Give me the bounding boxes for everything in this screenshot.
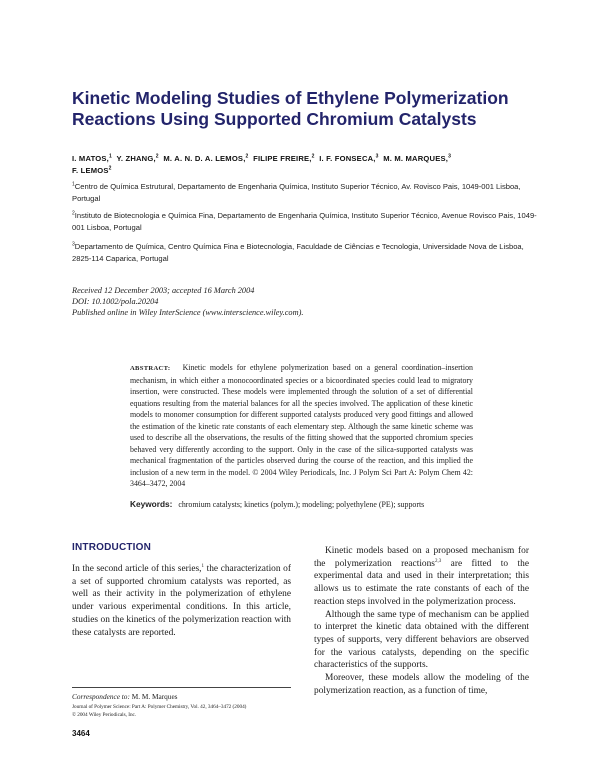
intro-column-right	[314, 545, 529, 697]
affiliation: $^3$Departamento de Química, Centro Química Fina e Biotecnologia, Faculdade de Ciências e Tecnologia, Universidade Nova de Lisboa, 2825-114 Caparica, Portugal	[72, 241, 524, 263]
publication-history	[72, 285, 542, 318]
keywords-label: Keywords:	[130, 499, 173, 509]
paragraph: Kinetic models based on a proposed mechanism for the polymerization reactions$^{2,3}$ are fitted to the experimental data and used in their interpretation; this allows us to estimate the rate constants of each of the reaction steps involved in the polymerization process.	[314, 546, 529, 607]
author: F. LEMOS$^2$	[72, 165, 112, 175]
affiliation: $^1$Centro de Química Estrutural, Departamento de Engenharia Química, Instituto Superior Técnico, Av. Rovisco Pais, 1049-001 Lisboa, Portugal	[72, 181, 521, 203]
footnote-divider	[72, 687, 291, 688]
published-online: Published online in Wiley InterScience (www.interscience.wiley.com).	[72, 308, 304, 317]
author: M. M. MARQUES,$^3$	[383, 153, 452, 163]
author: I. MATOS,$^1$	[72, 153, 112, 163]
author: FILIPE FREIRE,$^2$	[253, 153, 315, 163]
keywords-text: chromium catalysts; kinetics (polym.); modeling; polyethylene (PE); supports	[178, 500, 425, 509]
abstract-label: ABSTRACT:	[130, 365, 171, 372]
intro-paragraph-left: In the second article of this series,$^1$ the characterization of a set of supported chromium catalysts was reported, as well as their activity in the polymerization of ethylene under various experimental conditions. In this article, studies on the kinetics of the polymerization reaction with these catalysts are reported.	[72, 563, 291, 638]
article-title: Kinetic Modeling Studies of Ethylene Polymerization Reactions Using Supported Chromium Catalysts	[72, 88, 509, 129]
abstract	[130, 362, 473, 490]
page-number: 3464	[72, 729, 90, 738]
doi: DOI: 10.1002/pola.20204	[72, 297, 159, 306]
author-list	[72, 153, 542, 177]
author: I. F. FONSECA,$^3$	[319, 153, 379, 163]
author: Y. ZHANG,$^2$	[116, 153, 159, 163]
affiliation: $^2$Instituto de Biotecnologia e Química Fina, Departamento de Engenharia Química, Instituto Superior Técnico, Avenue Rovisco Pais, 1049-001 Lisboa, Portugal	[72, 210, 537, 232]
journal-citation: Journal of Polymer Science: Part A: Polymer Chemistry, Vol. 42, 3464–3472 (2004) © 2004 Wiley Periodicals, Inc.	[72, 704, 247, 718]
correspondence-footnote: Correspondence to: M. M. Marques	[72, 692, 178, 701]
paragraph: Moreover, these models allow the modeling of the polymerization reaction, as a function of time,	[314, 673, 529, 696]
paragraph: Although the same type of mechanism can be applied to interpret the kinetic data obtained with the different types of supports, very different behaviors are observed for the various catalysts, depending on the specific characteristics of the supports.	[314, 609, 529, 671]
section-heading-introduction: INTRODUCTION	[72, 542, 152, 553]
abstract-text: Kinetic models for ethylene polymerization based on a general coordination–insertion mechanism, in which either a monocoordinated species or a bicoordinated species could lead to migratory insertion, were constructed. These models were implemented through the solution of a set of differential equations resulting from the material balances for all the species involved. The application of these kinetic models to monomer consumption for different supported catalysts produced very good fittings and allowed the estimation of the kinetic rate constants of each elementary step. Although the same kinetic scheme was used to describe all the observations, the results of the fitting showed that the supported chromium species behaved very differently according to the support. Only in the case of the silica-supported catalysts was mechanical fragmentation of the particles observed during the course of the reaction, and this implied the inclusion of a new term in the model. © 2004 Wiley Periodicals, Inc. J Polym Sci Part A: Polym Chem 42: 3464–3472, 2004	[130, 363, 473, 488]
received-date: Received 12 December 2003; accepted 16 March 2004	[72, 286, 255, 295]
keywords	[130, 499, 473, 511]
author: M. A. N. D. A. LEMOS,$^2$	[163, 153, 249, 163]
